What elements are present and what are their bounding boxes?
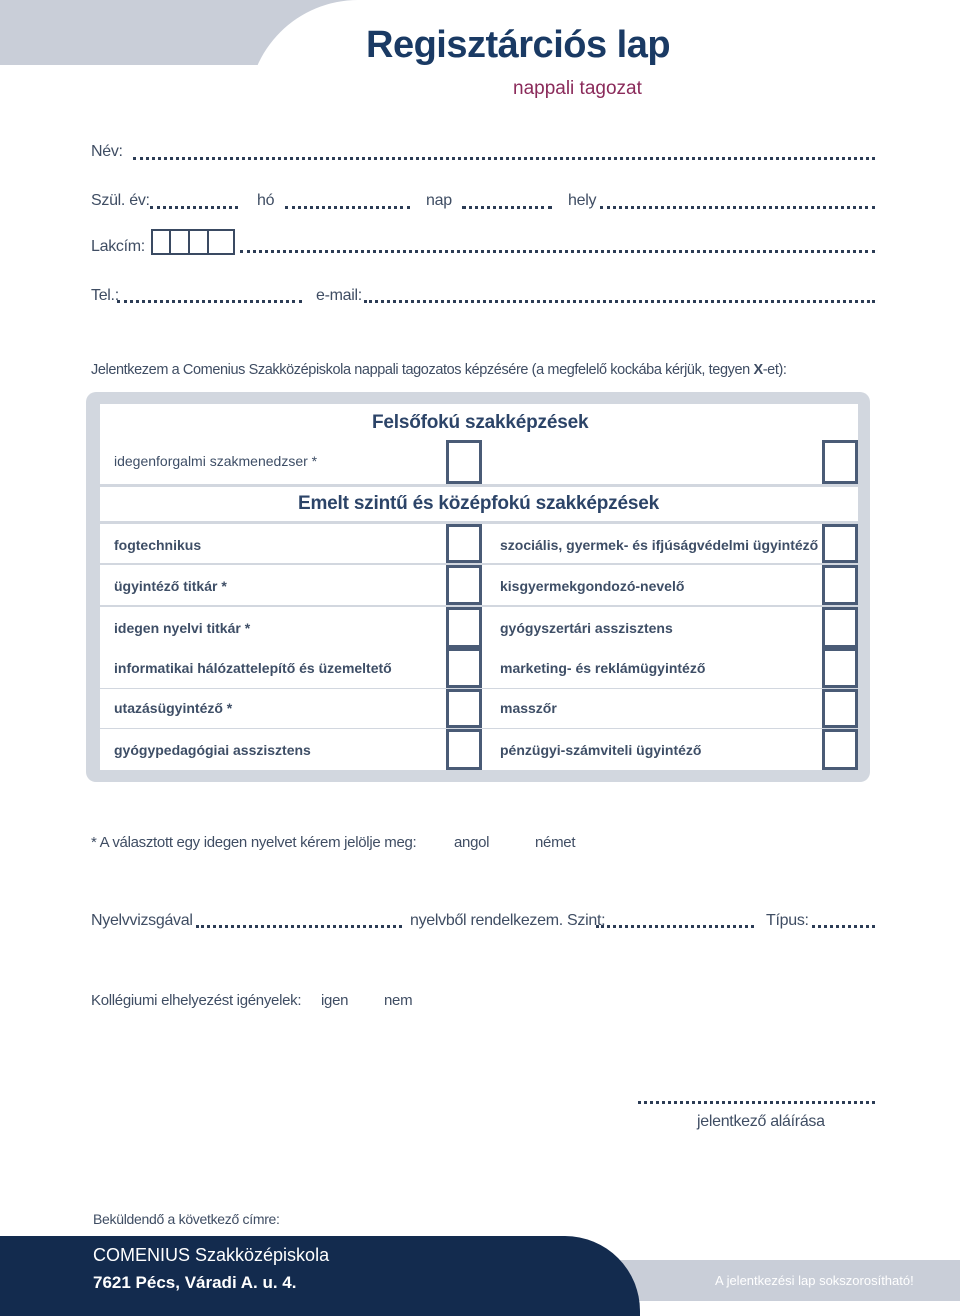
- birth-year-label: Szül. év:: [91, 192, 150, 209]
- course-gyogyszertari: gyógyszertári asszisztens: [500, 620, 673, 636]
- course-ugyintezo-titkar: ügyintéző titkár *: [114, 578, 227, 594]
- language-option-angol[interactable]: angol: [454, 834, 490, 851]
- course-kisgyermekgondozo: kisgyermekgondozó-nevelő: [500, 578, 685, 594]
- higher-section-title: Felsőfokú szakképzések: [372, 412, 589, 433]
- application-intro: Jelentkezem a Comenius Szakközépiskola nappali tagozatos képzésére (a megfelelő kockába kérjük, tegyen X-et):: [91, 362, 787, 378]
- course-gyogypedagogiai: gyógypedagógiai asszisztens: [114, 742, 311, 758]
- exam-type-label: Típus:: [766, 912, 809, 929]
- course-tourism-manager: idegenforgalmi szakmenedzser *: [114, 453, 318, 469]
- checkbox-fogtechnikus[interactable]: [446, 524, 482, 563]
- exam-language-field[interactable]: [196, 925, 402, 928]
- checkbox-kisgyermekgondozo[interactable]: [822, 565, 858, 605]
- birth-year-field[interactable]: [150, 206, 238, 209]
- phone-field[interactable]: [117, 300, 302, 303]
- course-masszor: masszőr: [500, 700, 557, 716]
- address-label: Lakcím:: [91, 238, 145, 255]
- phone-label: Tel.:: [91, 287, 119, 304]
- page-title: Regisztárciós lap: [366, 24, 671, 66]
- checkbox-higher-empty[interactable]: [822, 440, 858, 484]
- checkbox-gyogyszertari[interactable]: [822, 607, 858, 648]
- send-to-label: Beküldendő a következő címre:: [93, 1211, 280, 1227]
- school-address: 7621 Pécs, Váradi A. u. 4.: [93, 1273, 297, 1292]
- course-informatikai: informatikai hálózattelepítő és üzemeltető: [114, 660, 392, 676]
- checkbox-ugyintezo-titkar[interactable]: [446, 565, 482, 605]
- school-name: COMENIUS Szakközépiskola: [93, 1245, 330, 1265]
- mid-section-title: Emelt szintű és középfokú szakképzések: [298, 493, 659, 514]
- signature-field[interactable]: [638, 1101, 875, 1104]
- address-field[interactable]: [240, 250, 875, 253]
- course-szocialis: szociális, gyermek- és ifjúságvédelmi ügyintéző: [500, 537, 819, 553]
- page-subtitle: nappali tagozat: [513, 78, 642, 99]
- birth-place-label: hely: [568, 192, 597, 209]
- exam-type-field[interactable]: [812, 925, 875, 928]
- name-label: Név:: [91, 143, 123, 160]
- checkbox-informatikai[interactable]: [446, 648, 482, 688]
- birth-day-field[interactable]: [462, 206, 552, 209]
- copy-note: A jelentkezési lap sokszorosítható!: [715, 1273, 914, 1288]
- course-utazasugyintezo: utazásügyintéző *: [114, 700, 233, 716]
- checkbox-gyogypedagogiai[interactable]: [446, 729, 482, 770]
- course-marketing: marketing- és reklámügyintéző: [500, 660, 706, 676]
- checkbox-masszor[interactable]: [822, 689, 858, 728]
- checkbox-szocialis[interactable]: [822, 524, 858, 563]
- course-fogtechnikus: fogtechnikus: [114, 537, 202, 553]
- language-option-nemet[interactable]: német: [535, 834, 576, 851]
- birth-place-field[interactable]: [600, 206, 875, 209]
- checkbox-idegen-nyelvi-titkar[interactable]: [446, 607, 482, 648]
- x-mark-hint: X: [753, 362, 763, 378]
- checkbox-marketing[interactable]: [822, 648, 858, 688]
- birth-month-label: hó: [257, 192, 275, 209]
- dorm-label: Kollégiumi elhelyezést igényelek:: [91, 992, 302, 1009]
- birth-day-label: nap: [426, 192, 452, 209]
- name-field[interactable]: [133, 157, 875, 160]
- exam-label: Nyelvvizsgával: [91, 912, 193, 929]
- course-idegen-nyelvi-titkar: idegen nyelvi titkár *: [114, 620, 251, 636]
- email-field[interactable]: [364, 300, 875, 303]
- course-penzugyi: pénzügyi-számviteli ügyintéző: [500, 742, 702, 758]
- email-label: e-mail:: [316, 287, 362, 304]
- language-label: * A választott egy idegen nyelvet kérem jelölje meg:: [91, 834, 417, 851]
- dorm-option-igen[interactable]: igen: [321, 992, 349, 1009]
- checkbox-tourism-manager[interactable]: [446, 440, 482, 484]
- zip-digit-4[interactable]: [207, 229, 235, 255]
- exam-level-field[interactable]: [596, 925, 754, 928]
- checkbox-utazasugyintezo[interactable]: [446, 689, 482, 728]
- signature-label: jelentkező aláírása: [697, 1113, 825, 1130]
- dorm-option-nem[interactable]: nem: [384, 992, 413, 1009]
- birth-month-field[interactable]: [285, 206, 410, 209]
- exam-level-label: nyelvből rendelkezem. Szint:: [410, 912, 606, 929]
- checkbox-penzugyi[interactable]: [822, 729, 858, 770]
